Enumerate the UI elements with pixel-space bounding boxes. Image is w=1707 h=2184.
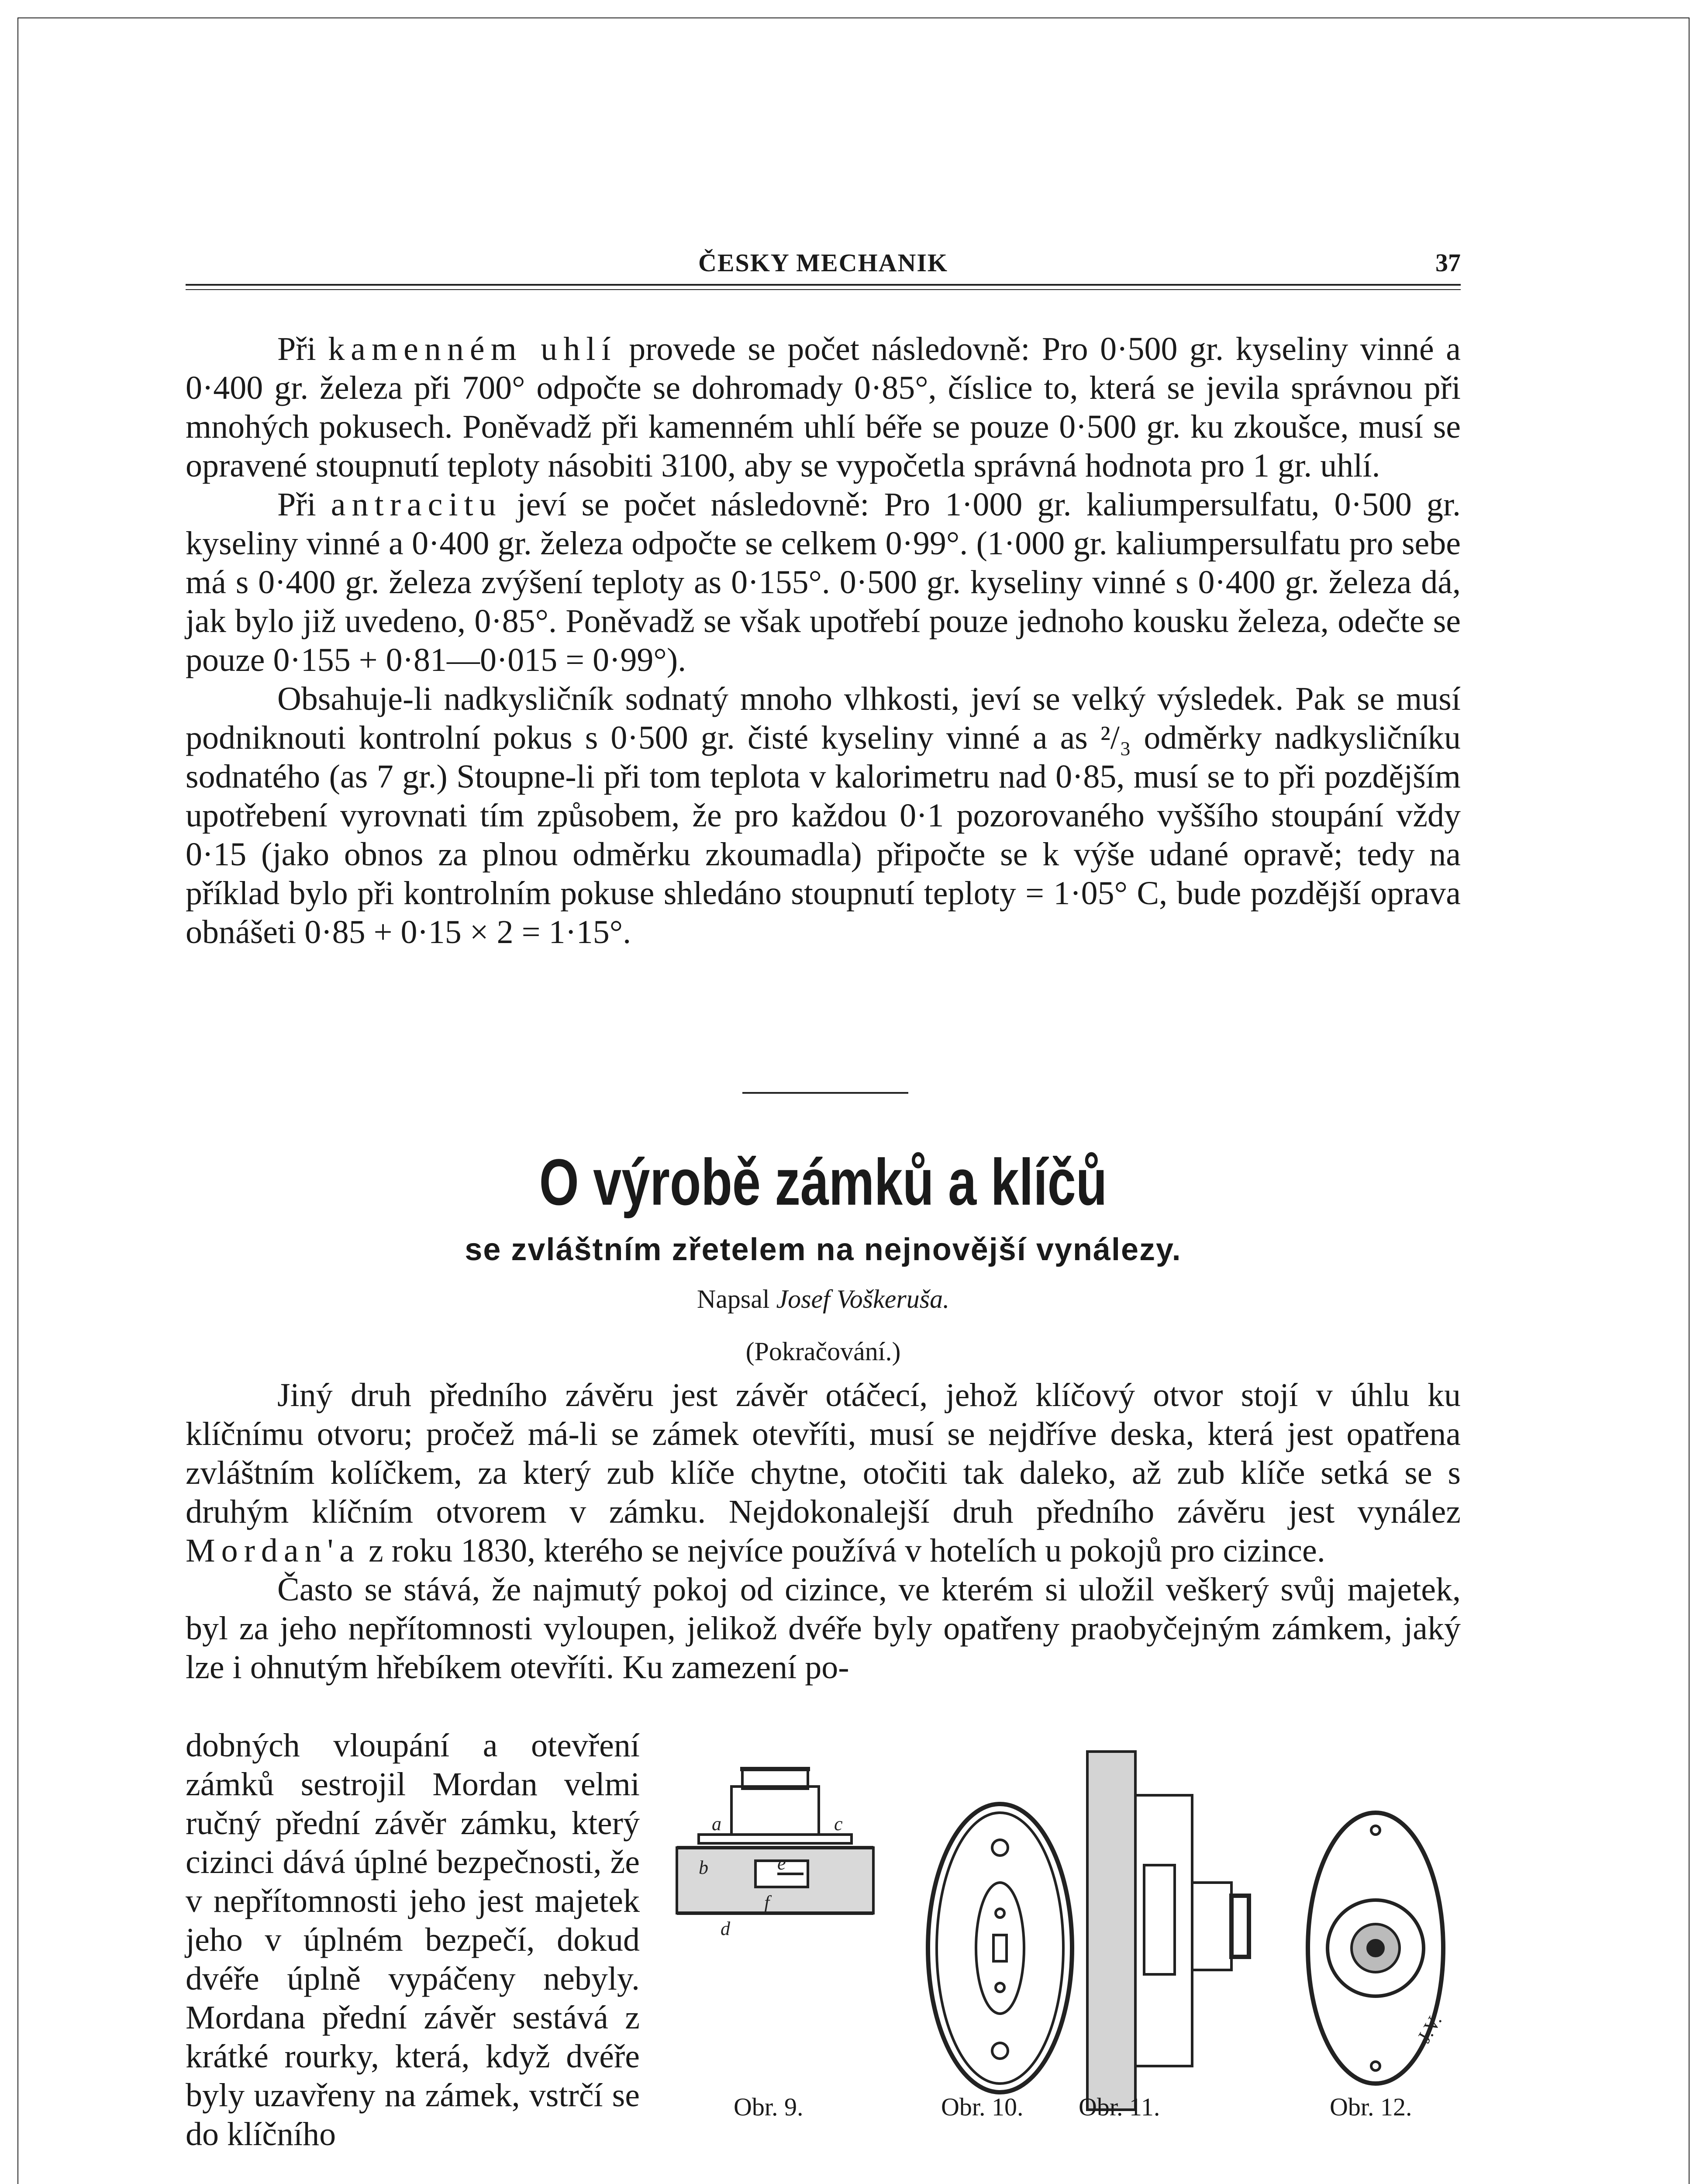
figure-label-f: f	[764, 1892, 770, 1913]
paragraph-coal: Při kamenném uhlí provede se počet následovně: Pro 0·500 gr. kyseliny vinné a 0·400 gr. železa při 700° odpočte se dohromady 0·85°, číslice to, která se jevila správnou při mnohých pokusech. Poněvadž při kamenném uhlí béře se pouze 0·500 gr. ku zkoušce, musí se opravené stoupnutí teploty násobiti 3100, aby se vypočetla správná hodnota pro 1 gr. uhlí.	[186, 331, 1461, 484]
byline: Napsal Josef Voškeruša.	[697, 1285, 950, 1313]
header-rule	[186, 284, 1461, 290]
caption-figure-9: Obr. 9.	[734, 2093, 803, 2121]
page-number: 37	[1435, 249, 1461, 277]
continued-note: (Pokračování.)	[745, 1337, 901, 1366]
article-body-top	[186, 1376, 1461, 1687]
paragraph-moisture: Obsahuje-li nadkysličník sodnatý mnoho vlhkosti, jeví se velký výsledek. Pak se musí podniknouti kontrolní pokus s 0·500 gr. čisté kyseliny vinné a as ²/₃ odměrky nadkysličníku sodnatého (as 7 gr.) Stoupne-li při tom teplota v kalorimetru nad 0·85, musí se to při pozdějším upotřebení vyrovnati tím způsobem, že pro každou 0·1 pozorovaného vyššího stoupání vždy 0·15 (jako obnos za plnou odměrku zkoumadla) připočte se k výše udané opravě; tedy na příklad bylo při kontrolním pokuse shledáno stoupnutí teploty = 1·05° C, bude pozdější oprava obnášeti 0·85 + 0·15 × 2 = 1·15°.	[186, 681, 1461, 950]
author-name: Josef Voškeruša.	[776, 1285, 950, 1313]
figure-9-drawing	[677, 1769, 873, 1913]
figure-10-drawing	[928, 1804, 1072, 2092]
figure-label-b: b	[699, 1857, 708, 1878]
engraver-signature: J.V.	[1413, 2011, 1446, 2046]
caption-figure-10: Obr. 10.	[941, 2093, 1024, 2121]
running-header	[186, 239, 1461, 283]
top-section	[186, 330, 1461, 952]
paragraph-mordan-intro: Často se stává, že najmutý pokoj od cizince, ve kterém si uložil veškerý svůj majetek, byl za jeho nepřítomnosti vyloupen, jelikož dvéře byly opatřeny praobyčejným zámkem, jaký lze i ohnutým hřebíkem otevříti. Ku zamezení po-	[186, 1571, 1461, 1686]
figure-label-a: a	[712, 1813, 721, 1835]
section-divider	[742, 1092, 908, 1094]
journal-title: ČESKY MECHANIK	[698, 249, 948, 277]
figure-label-e: e	[777, 1852, 786, 1874]
article-subtitle: se zvláštním zřetelem na nejnovější vynálezy.	[465, 1232, 1182, 1267]
article-narrow-column: dobných vloupání a otevření zámků sestrojil Mordan velmi ručný přední závěr zámku, který cizinci dává úplné bezpečnosti, že v nepřítomnosti jeho jest majetek jeho v úplném bezpečí, dokud dvéře úplně vypáčeny nebyly. Mordana přední závěr sestává z krátké rourky, která, když dvéře byly uzavřeny na zámek, vstrčí se do klíčního	[186, 1727, 640, 2153]
paragraph-anthracite: Při antracitu jeví se počet následovně: Pro 1·000 gr. kaliumpersulfatu, 0·500 gr. kyseliny vinné a 0·400 gr. železa odpočte se celkem 0·99°. (1·000 gr. kaliumpersulfatu pro sebe má s 0·400 gr. železa zvýšení teploty as 0·155°. 0·500 gr. kyseliny vinné s 0·400 gr. železa dá, jak bylo již uvedeno, 0·85°. Poněvadž se však upotřebí pouze jednoho kousku železa, odečte se pouze 0·155 + 0·81—0·015 = 0·99°).	[186, 486, 1461, 678]
caption-figure-11: Obr. 11.	[1079, 2093, 1160, 2121]
paragraph-rotary-lock: Jiný druh předního závěru jest závěr otáčecí, jehož klíčový otvor stojí v úhlu ku klíčnímu otvoru; pročež má-li se zámek otevříti, musí se nejdříve deska, která jest opatřena zvláštním kolíčkem, za který zub klíče chytne, otočiti tak daleko, až zub klíče setká se s druhým klíčním otvorem v zámku. Nejdokonalejší druh předního závěru jest vynález Mordan'a z roku 1830, kterého se nejvíce používá v hotelích u pokojů pro cizince.	[186, 1377, 1461, 1569]
lock-figures	[659, 1743, 1461, 2136]
figure-12-drawing	[1308, 1813, 1443, 2084]
figure-label-c: c	[834, 1813, 843, 1835]
figure-label-d: d	[721, 1918, 730, 1939]
caption-figure-12: Obr. 12.	[1330, 2093, 1412, 2121]
article-title: O výrobě zámků a klíčů	[539, 1145, 1107, 1219]
figure-11-drawing	[1087, 1752, 1249, 2110]
